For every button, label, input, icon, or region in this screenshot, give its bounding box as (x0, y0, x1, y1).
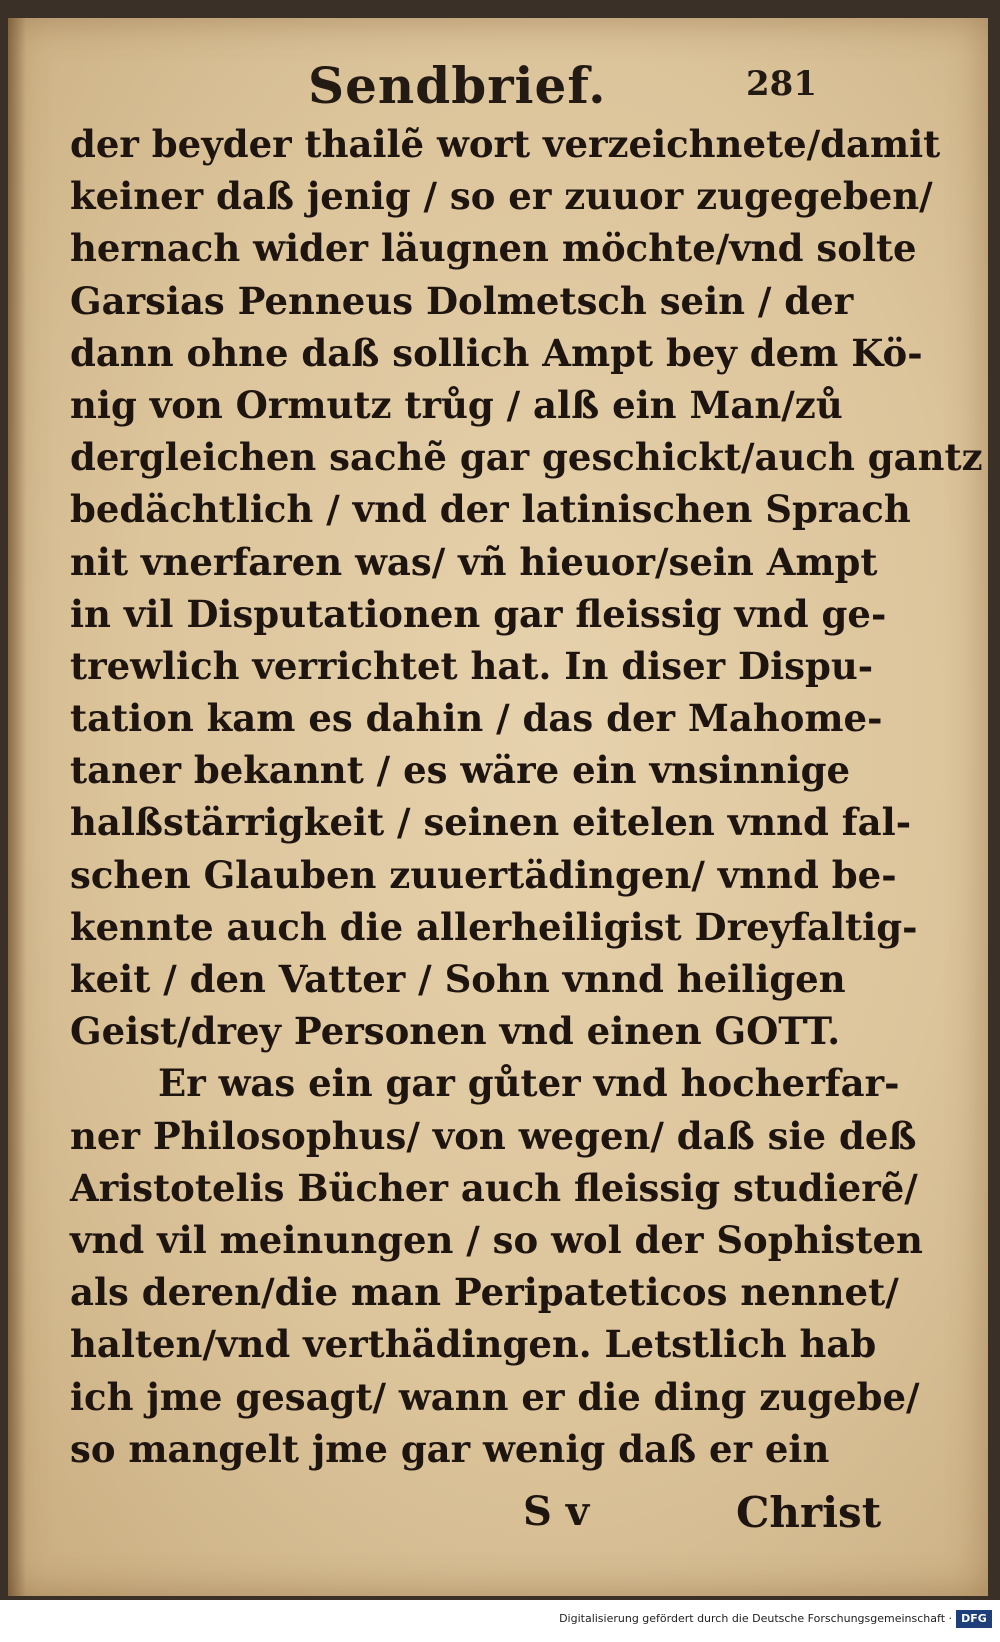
text-line: halten/vnd verthädingen. Letstlich hab (70, 1322, 877, 1367)
text-line: trewlich verrichtet hat. In diser Dispu- (70, 643, 874, 688)
text-line: Geist/drey Personen vnd einen GOTT. (70, 1009, 841, 1054)
book-page (8, 18, 988, 1596)
text-line: bedächtlich / vnd der latinischen Sprach (70, 487, 911, 532)
text-line: Garsias Penneus Dolmetsch sein / der (70, 278, 854, 323)
text-line: so mangelt jme gar wenig daß er ein (70, 1426, 830, 1471)
text-line: ich jme gesagt/ wann er die ding zugebe/ (70, 1374, 920, 1419)
text-line: dergleichen sachẽ gar geschickt/auch gantz (70, 435, 983, 480)
page-number: 281 (746, 64, 817, 104)
text-line: in vil Disputationen gar fleissig vnd ge- (70, 591, 887, 636)
text-line: dann ohne daß sollich Ampt bey dem Kö- (70, 330, 923, 375)
funding-credit: Digitalisierung gefördert durch die Deutsche Forschungsgemeinschaft · (559, 1612, 952, 1625)
text-line: als deren/die man Peripateticos nennet/ (70, 1270, 899, 1315)
digitization-footer (0, 1600, 1000, 1642)
page-footer-catchwords (8, 1488, 988, 1548)
body-text (70, 118, 983, 1475)
text-line: tation kam es dahin / das der Mahome- (70, 696, 883, 741)
text-line: ner Philosophus/ von wegen/ daß sie deß (70, 1113, 917, 1158)
running-title: Sendbrief. (308, 56, 607, 115)
text-line: hernach wider läugnen möchte/vnd solte (70, 226, 917, 271)
text-line: vnd vil meinungen / so wol der Sophisten (70, 1217, 923, 1262)
page-header (8, 56, 988, 126)
text-line: nig von Ormutz trůg / alß ein Man/zů (70, 382, 843, 427)
text-line: der beyder thailẽ wort verzeichnete/damit (70, 122, 941, 166)
paragraph-start-line: Er was ein gar gůter vnd hocherfar- (158, 1061, 900, 1106)
signature-mark: S v (523, 1488, 590, 1535)
text-line: taner bekannt / es wäre ein vnsinnige (70, 748, 850, 793)
dfg-logo-icon: DFG (956, 1610, 992, 1628)
text-line: Aristotelis Bücher auch fleissig studierẽ/ (70, 1165, 918, 1210)
text-line: schen Glauben zuuertädingen/ vnnd be- (70, 852, 897, 897)
text-line: kennte auch die allerheiligist Dreyfaltig- (70, 904, 918, 949)
catchword: Christ (736, 1488, 882, 1537)
text-line: keiner daß jenig / so er zuuor zugegeben/ (70, 174, 933, 219)
text-line: keit / den Vatter / Sohn vnnd heiligen (70, 957, 846, 1001)
text-line: nit vnerfaren was/ vñ hieuor/sein Ampt (70, 539, 878, 584)
text-line: halßstärrigkeit / seinen eitelen vnnd fal- (70, 800, 912, 845)
